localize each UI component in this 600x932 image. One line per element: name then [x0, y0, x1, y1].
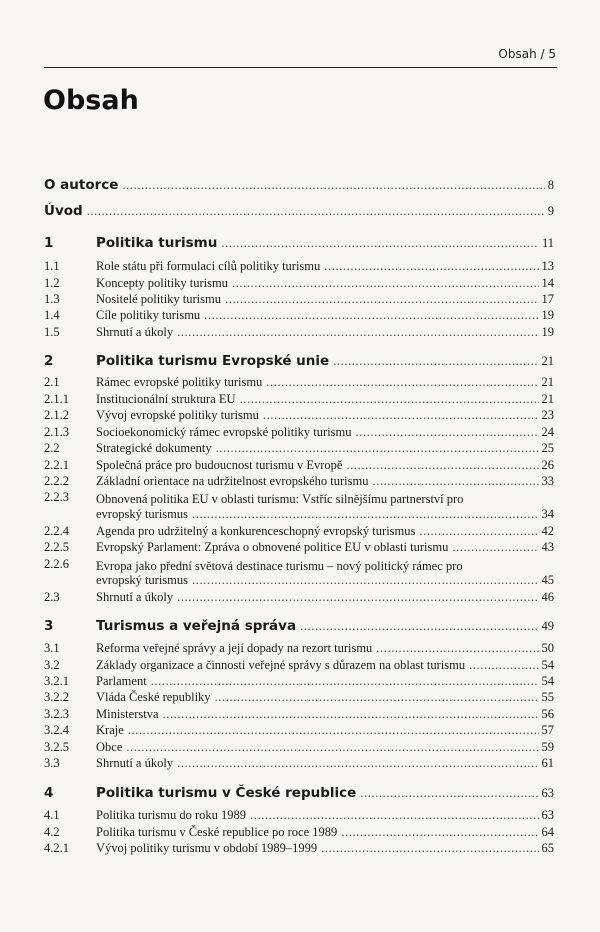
toc-line: [96, 641, 554, 656]
toc-title: Nositelé politiky turismu: [96, 292, 221, 306]
toc-line: [96, 441, 554, 456]
toc-number: 4.1: [44, 808, 60, 822]
dot-leader: [177, 756, 538, 771]
toc-number: 2.1.1: [44, 392, 69, 406]
dot-leader: [469, 658, 538, 673]
toc-number: 2.3: [44, 590, 60, 604]
toc-title: Politika turismu do roku 1989: [96, 808, 246, 822]
toc-line: [96, 825, 554, 840]
toc-title: Vývoj evropské politiky turismu: [96, 408, 259, 422]
toc-title: Shrnutí a úkoly: [96, 325, 174, 339]
toc-title: Reforma veřejné správy a její dopady na rezort turismu: [96, 641, 373, 655]
toc-number: 3.1: [44, 641, 60, 655]
toc-page-number: 17: [541, 292, 554, 306]
toc-line: [96, 618, 554, 634]
toc-title: Koncepty politiky turismu: [96, 276, 228, 290]
toc-title: Shrnutí a úkoly: [96, 756, 174, 770]
toc-page-number: 14: [541, 276, 554, 290]
dot-leader: [452, 540, 538, 555]
toc-title: Společná práce pro budoucnost turismu v Evropě: [96, 458, 343, 472]
toc-number: 4.2.1: [44, 841, 69, 855]
toc-number: 1.4: [44, 308, 60, 322]
toc-page-number: 56: [541, 707, 554, 721]
toc-title: Vláda České republiky: [96, 690, 211, 704]
toc-number: 3: [44, 618, 54, 634]
toc-line: [96, 785, 554, 801]
toc-number: 3.3: [44, 756, 60, 770]
toc-title: Agenda pro udržitelný a konkurenceschopný evropský turismus: [96, 524, 416, 538]
dot-leader: [215, 690, 539, 705]
toc-title: Shrnutí a úkoly: [96, 590, 174, 604]
toc-line: [44, 177, 554, 193]
toc-page-number: 13: [541, 259, 554, 273]
page-title: Obsah: [43, 85, 139, 116]
dot-leader: [419, 524, 538, 539]
toc-title: Základy organizace a činnosti veřejné správy s důrazem na oblast turismu: [96, 658, 466, 672]
toc-page-number: 59: [541, 740, 554, 754]
toc-line: [96, 490, 554, 508]
toc-title: Rámec evropské politiky turismu: [96, 375, 263, 389]
toc-page-number: 25: [541, 441, 554, 455]
toc-number: 3.2: [44, 658, 60, 672]
toc-page-number: 11: [541, 236, 554, 250]
toc-page-number: 34: [541, 507, 554, 521]
toc-title: Socioekonomický rámec evropské politiky turismu: [96, 425, 352, 439]
toc-number: 3.2.4: [44, 723, 69, 737]
toc-line: [96, 808, 554, 823]
toc-line: [96, 690, 554, 705]
toc-line: [96, 590, 554, 605]
dot-leader: [250, 808, 539, 823]
dot-leader: [232, 276, 539, 291]
toc-title: O autorce: [44, 177, 119, 193]
toc-page-number: 49: [541, 619, 554, 633]
toc-number: 3.2.3: [44, 707, 69, 721]
toc-title: evropský turismus: [96, 573, 189, 587]
toc-page-number: 64: [541, 825, 554, 839]
toc-title: Kraje: [96, 723, 124, 737]
toc-line: [96, 474, 554, 489]
toc-page-number: 45: [541, 573, 554, 587]
dot-leader: [300, 619, 538, 634]
toc-number: 4.2: [44, 825, 60, 839]
dot-leader: [122, 178, 544, 193]
toc-line: [44, 203, 554, 219]
toc-number: 1.3: [44, 292, 60, 306]
toc-number: 1.2: [44, 276, 60, 290]
dot-leader: [356, 425, 539, 440]
toc-title: Politika turismu: [96, 235, 218, 251]
toc-line: [96, 756, 554, 771]
toc-page-number: 65: [541, 841, 554, 855]
toc-title: Role státu při formulaci cílů politiky turismu: [96, 259, 321, 273]
dot-leader: [263, 408, 539, 423]
toc-number: 2.2.5: [44, 540, 69, 554]
toc-line: [96, 235, 554, 251]
toc-title: Úvod: [44, 203, 83, 219]
toc-line: [96, 674, 554, 689]
toc-line: [96, 276, 554, 291]
dot-leader: [126, 740, 538, 755]
toc-line: [96, 507, 554, 522]
toc-title: Ministerstva: [96, 707, 159, 721]
toc-page-number: 55: [541, 690, 554, 704]
dot-leader: [225, 292, 539, 307]
toc-page-number: 21: [541, 354, 554, 368]
toc-page-number: 24: [541, 425, 554, 439]
toc-page-number: 23: [541, 408, 554, 422]
toc-line: [96, 573, 554, 588]
toc-page-number: 57: [541, 723, 554, 737]
dot-leader: [240, 392, 539, 407]
toc-line: [96, 740, 554, 755]
toc-number: 1: [44, 235, 54, 251]
toc-page-number: 33: [541, 474, 554, 488]
toc-line: [96, 841, 554, 856]
toc-number: 2: [44, 353, 54, 369]
toc-title: Politika turismu v České republice po roce 1989: [96, 825, 338, 839]
toc-line: [96, 723, 554, 738]
toc-number: 2.2.2: [44, 474, 69, 488]
dot-leader: [333, 354, 538, 369]
dot-leader: [373, 474, 539, 489]
toc-title: Cíle politiky turismu: [96, 308, 201, 322]
toc-page-number: 50: [541, 641, 554, 655]
toc-title: Vývoj politiky turismu v období 1989–1999: [96, 841, 318, 855]
toc-number: 3.2.2: [44, 690, 69, 704]
toc-line: [96, 325, 554, 340]
toc-line: [96, 458, 554, 473]
toc-line: [96, 259, 554, 274]
toc-title: Základní orientace na udržitelnost evropského turismu: [96, 474, 369, 488]
dot-leader: [346, 458, 538, 473]
toc-number: 2.2.1: [44, 458, 69, 472]
toc-line: [96, 392, 554, 407]
toc-title: Turismus a veřejná správa: [96, 618, 297, 634]
toc-title: Parlament: [96, 674, 147, 688]
toc-number: 2.1.2: [44, 408, 69, 422]
toc-line: [96, 408, 554, 423]
dot-leader: [321, 841, 538, 856]
toc-line: [96, 658, 554, 673]
dot-leader: [360, 786, 538, 801]
toc-title: Institucionální struktura EU: [96, 392, 236, 406]
toc-title: Politika turismu v České republice: [96, 785, 357, 801]
toc-number: 2.1.3: [44, 425, 69, 439]
toc-number: 1.5: [44, 325, 60, 339]
toc-number: 2.2.3: [44, 490, 69, 504]
dot-leader: [204, 308, 538, 323]
toc-page-number: 54: [541, 658, 554, 672]
toc-page-number: 63: [541, 808, 554, 822]
toc-page-number: 63: [541, 786, 554, 800]
toc-line: [96, 375, 554, 390]
dot-leader: [128, 723, 539, 738]
toc-line: [96, 425, 554, 440]
toc-title: Politika turismu Evropské unie: [96, 353, 330, 369]
dot-leader: [151, 674, 539, 689]
toc-page-number: 8: [547, 178, 554, 192]
toc-title: Evropský Parlament: Zpráva o obnovené politice EU v oblasti turismu: [96, 540, 449, 554]
toc-line: [96, 353, 554, 369]
toc-page-number: 54: [541, 674, 554, 688]
toc-page-number: 26: [541, 458, 554, 472]
toc-page-number: 61: [541, 756, 554, 770]
dot-leader: [87, 204, 545, 219]
toc-title: Obnovená politika EU v oblasti turismu: Vstříc silnějšímu partnerství pro: [96, 492, 464, 506]
toc-page-number: 21: [541, 392, 554, 406]
toc-number: 3.2.1: [44, 674, 69, 688]
toc-title: Evropa jako přední světová destinace turismu – nový politický rámec pro: [96, 559, 463, 573]
dot-leader: [221, 236, 539, 251]
toc-line: [96, 524, 554, 539]
toc-number: 2.2.4: [44, 524, 69, 538]
toc-number: 2.2.6: [44, 557, 69, 571]
toc-number: 2.1: [44, 375, 60, 389]
toc-page-number: 43: [541, 540, 554, 554]
dot-leader: [341, 825, 538, 840]
toc-page-number: 19: [541, 325, 554, 339]
dot-leader: [324, 259, 538, 274]
toc-page-number: 46: [541, 590, 554, 604]
toc-page-number: 42: [541, 524, 554, 538]
dot-leader: [266, 375, 538, 390]
dot-leader: [177, 590, 538, 605]
toc-page-number: 9: [547, 204, 554, 218]
dot-leader: [163, 707, 539, 722]
dot-leader: [192, 507, 538, 522]
running-head: Obsah / 5: [498, 47, 556, 61]
toc-line: [96, 308, 554, 323]
toc-line: [96, 540, 554, 555]
toc-number: 2.2: [44, 441, 60, 455]
toc-line: [96, 707, 554, 722]
toc-number: 1.1: [44, 259, 60, 273]
toc-page-number: 19: [541, 308, 554, 322]
toc-page-number: 21: [541, 375, 554, 389]
toc-title: evropský turismus: [96, 507, 189, 521]
dot-leader: [177, 325, 538, 340]
dot-leader: [192, 573, 538, 588]
toc-title: Obce: [96, 740, 123, 754]
toc-number: 4: [44, 785, 54, 801]
toc-number: 3.2.5: [44, 740, 69, 754]
toc-line: [96, 292, 554, 307]
toc-title: Strategické dokumenty: [96, 441, 212, 455]
dot-leader: [216, 441, 539, 456]
dot-leader: [376, 641, 538, 656]
